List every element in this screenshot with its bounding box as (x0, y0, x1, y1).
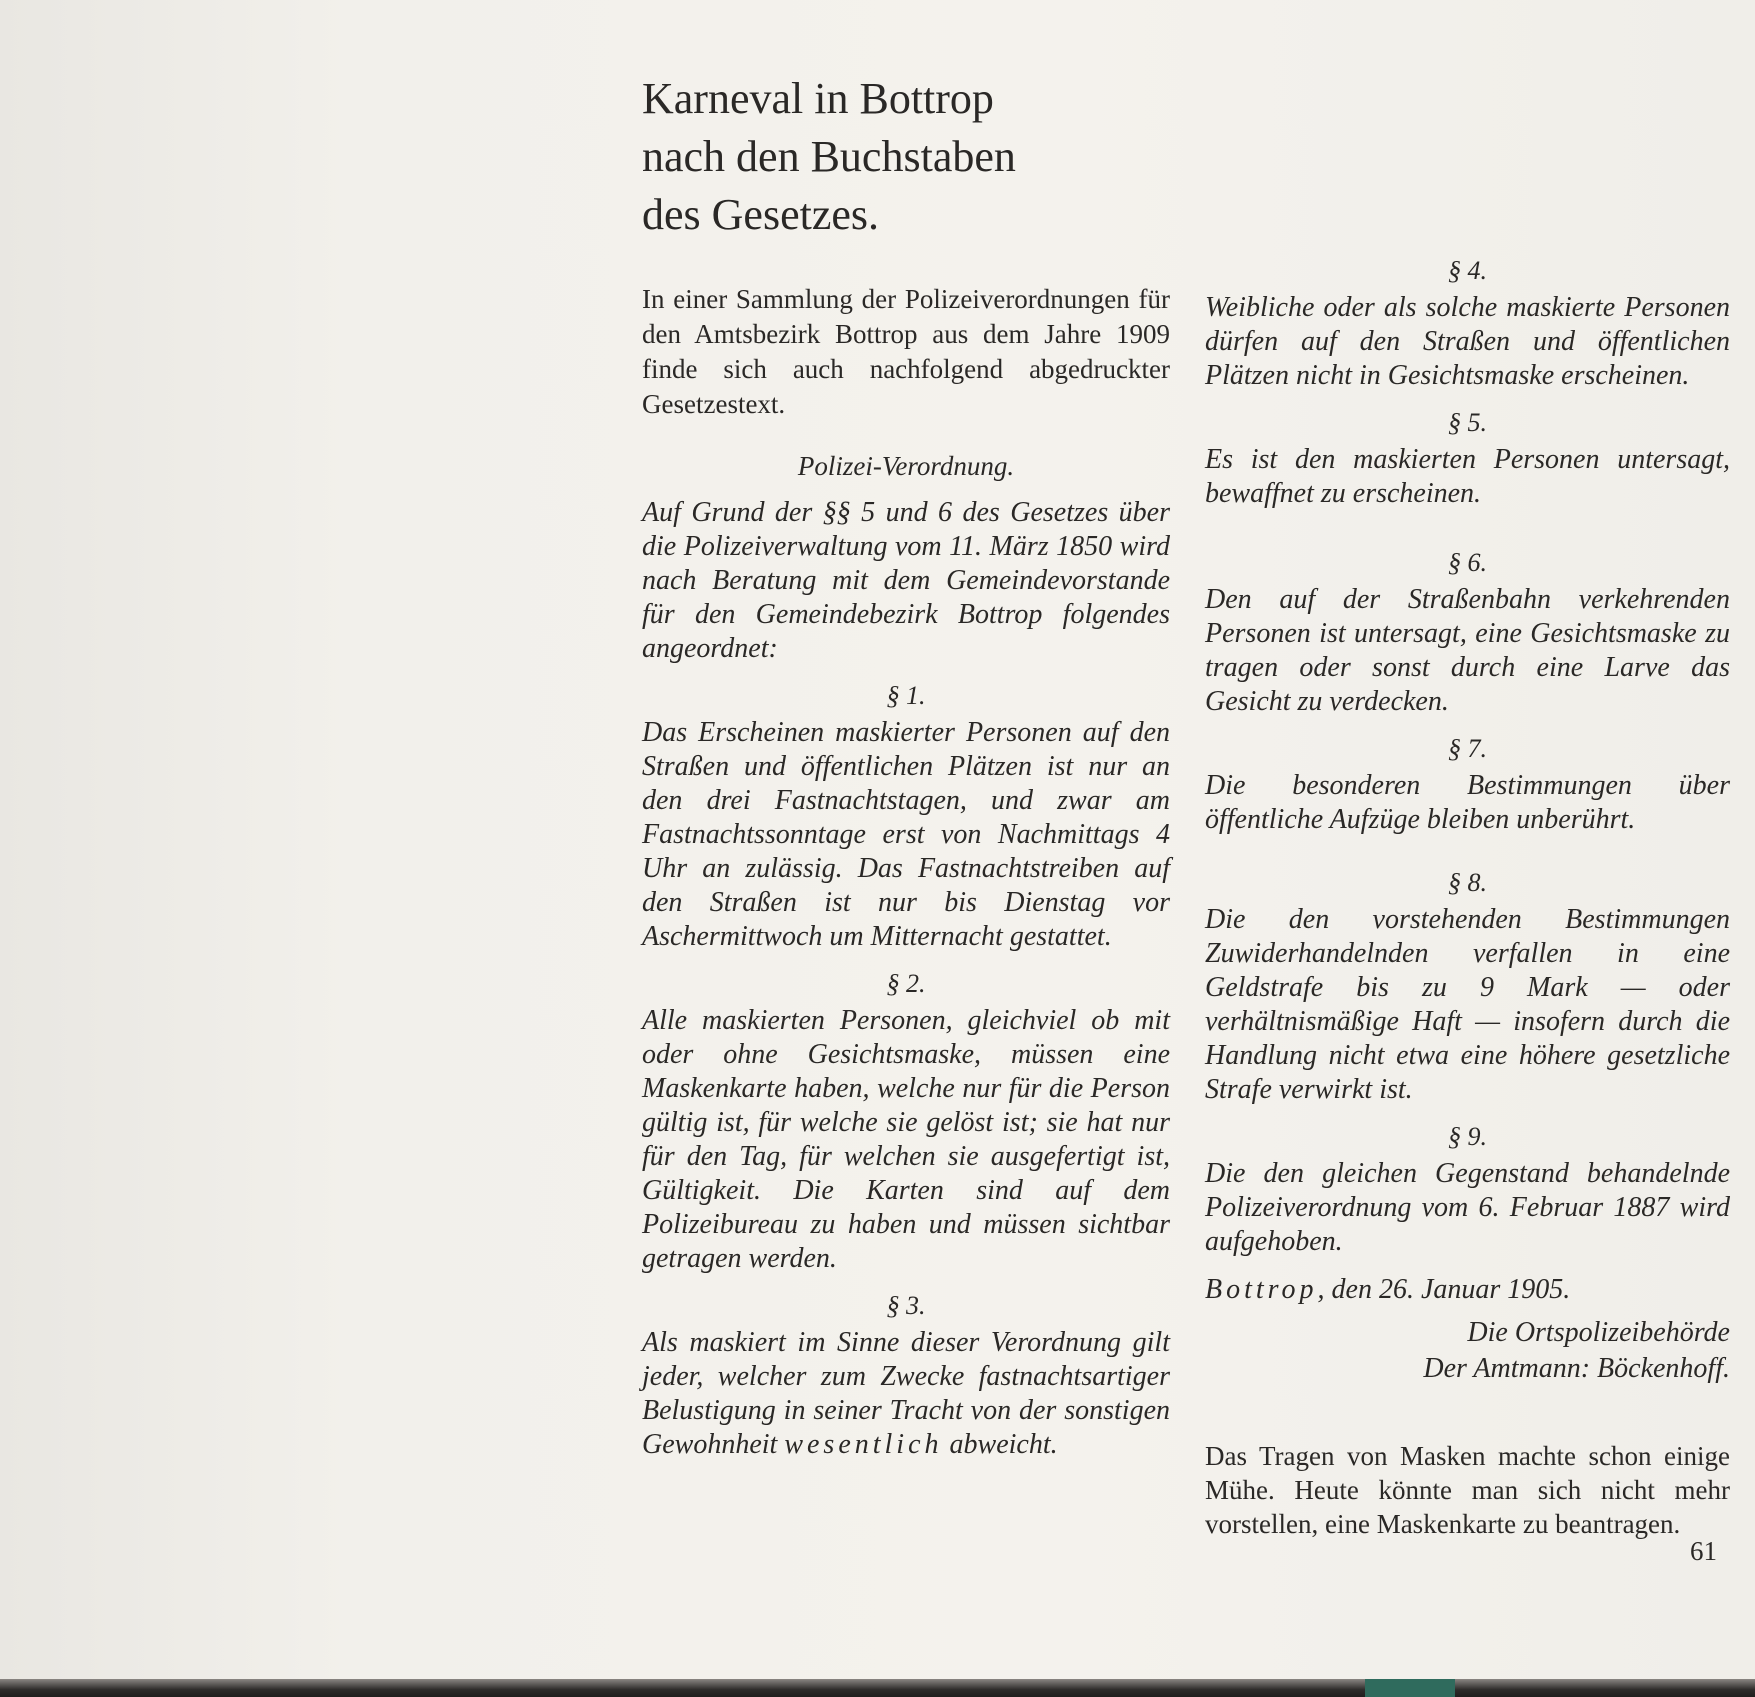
section-mark-4: § 4. (1448, 256, 1487, 285)
section-mark-3: § 3. (886, 1291, 926, 1320)
intro-paragraph: In einer Sammlung der Polizeiverordnungen für den Amtsbezirk Bottrop aus dem Jahre 1909 finde sich auch nachfolgend abgedruckter Gesetzestext. (642, 284, 1170, 419)
official-signature: Der Amtmann: Böckenhoff. (1423, 1353, 1730, 1384)
section-text-1: Das Erscheinen maskierter Personen auf den Straßen und öffentlichen Plätzen ist nur an den drei Fastnachtstagen, und zwar am Fastnachtssonntage erst von Nachmittags 4 Uhr an zulässig. Das Fastnachtstreiben auf den Straßen ist nur bis Dienstag vor Aschermittwoch um Mitternacht gestattet. (642, 717, 1170, 952)
ordinance-preamble: Auf Grund der §§ 5 und 6 des Gesetzes über die Polizeiverwaltung vom 11. März 1850 wird nach Beratung mit dem Gemeindevorstande für den Gemeindebezirk Bottrop folgendes angeordnet: (642, 497, 1170, 664)
section-text-5: Es ist den maskierten Personen untersagt, bewaffnet zu erscheinen. (1205, 444, 1730, 509)
ordinance-heading: Polizei-Verordnung. (797, 451, 1015, 481)
left-column (642, 70, 1170, 1462)
section-text-3-end: abweicht. (942, 1429, 1058, 1460)
date-text: , den 26. Januar 1905. (1317, 1274, 1571, 1305)
section-mark-7: § 7. (1448, 734, 1487, 763)
section-text-3 (642, 1326, 1170, 1462)
section-text-3-start: Als maskiert im Sinne dieser Verordnung gilt jeder, welcher zum Zwecke fastnachtsartiger Belustigung in seiner Tracht von der sonstigen Gewohnheit (642, 1327, 1170, 1460)
section-text-2: Alle maskierten Personen, gleichviel ob mit oder ohne Gesichtsmaske, müssen eine Maskenkarte haben, welche nur für die Person gültig ist, für welche sie gelöst ist; sie hat nur für den Tag, für welchen sie ausgefertigt ist, Gültigkeit. Die Karten sind auf dem Polizeibureau zu haben und müssen sichtbar getragen werden. (642, 1005, 1170, 1274)
place-and-date (1205, 1273, 1730, 1307)
section-mark-8: § 8. (1448, 868, 1487, 897)
place-name: Bottrop (1205, 1274, 1318, 1305)
page-number: 61 (1690, 1536, 1717, 1566)
section-text-4: Weibliche oder als solche maskierte Personen dürfen auf den Straßen und öffentlichen Plätzen nicht in Gesichtsmaske erscheinen. (1205, 292, 1730, 391)
page-bottom-edge (0, 1679, 1755, 1697)
page-title: Karneval in Bottrop nach den Buchstaben des Gesetzes. (642, 74, 1016, 239)
section-text-7: Die besonderen Bestimmungen über öffentliche Aufzüge bleiben unberührt. (1205, 770, 1730, 835)
section-text-8: Die den vorstehenden Bestimmungen Zuwiderhandelnden verfallen in eine Geldstrafe bis zu 9 Mark — oder verhältnismäßige Haft — insofern durch die Handlung nicht etwa eine höhere gesetzliche Strafe verwirkt ist. (1205, 904, 1730, 1105)
section-text-3-emphasis: wesentlich (784, 1429, 943, 1460)
section-mark-2: § 2. (886, 969, 926, 998)
section-mark-1: § 1. (886, 681, 926, 710)
right-column (1205, 255, 1730, 1568)
closing-paragraph: Das Tragen von Masken machte schon einige Mühe. Heute könnte man sich nicht mehr vorstellen, eine Maskenkarte zu beantragen. (1205, 1441, 1730, 1539)
authority-name: Die Ortspolizeibehörde (1467, 1317, 1730, 1348)
page-bottom-accent (1365, 1679, 1455, 1697)
section-mark-9: § 9. (1448, 1122, 1487, 1151)
section-mark-6: § 6. (1448, 548, 1487, 577)
section-mark-5: § 5. (1448, 408, 1487, 437)
section-text-6: Den auf der Straßenbahn verkehrenden Personen ist untersagt, eine Gesichtsmaske zu tragen oder sonst durch eine Larve das Gesicht zu verdecken. (1205, 584, 1730, 717)
section-text-9: Die den gleichen Gegenstand behandelnde Polizeiverordnung vom 6. Februar 1887 wird aufgehoben. (1205, 1158, 1730, 1257)
signature-block (1205, 1315, 1730, 1387)
